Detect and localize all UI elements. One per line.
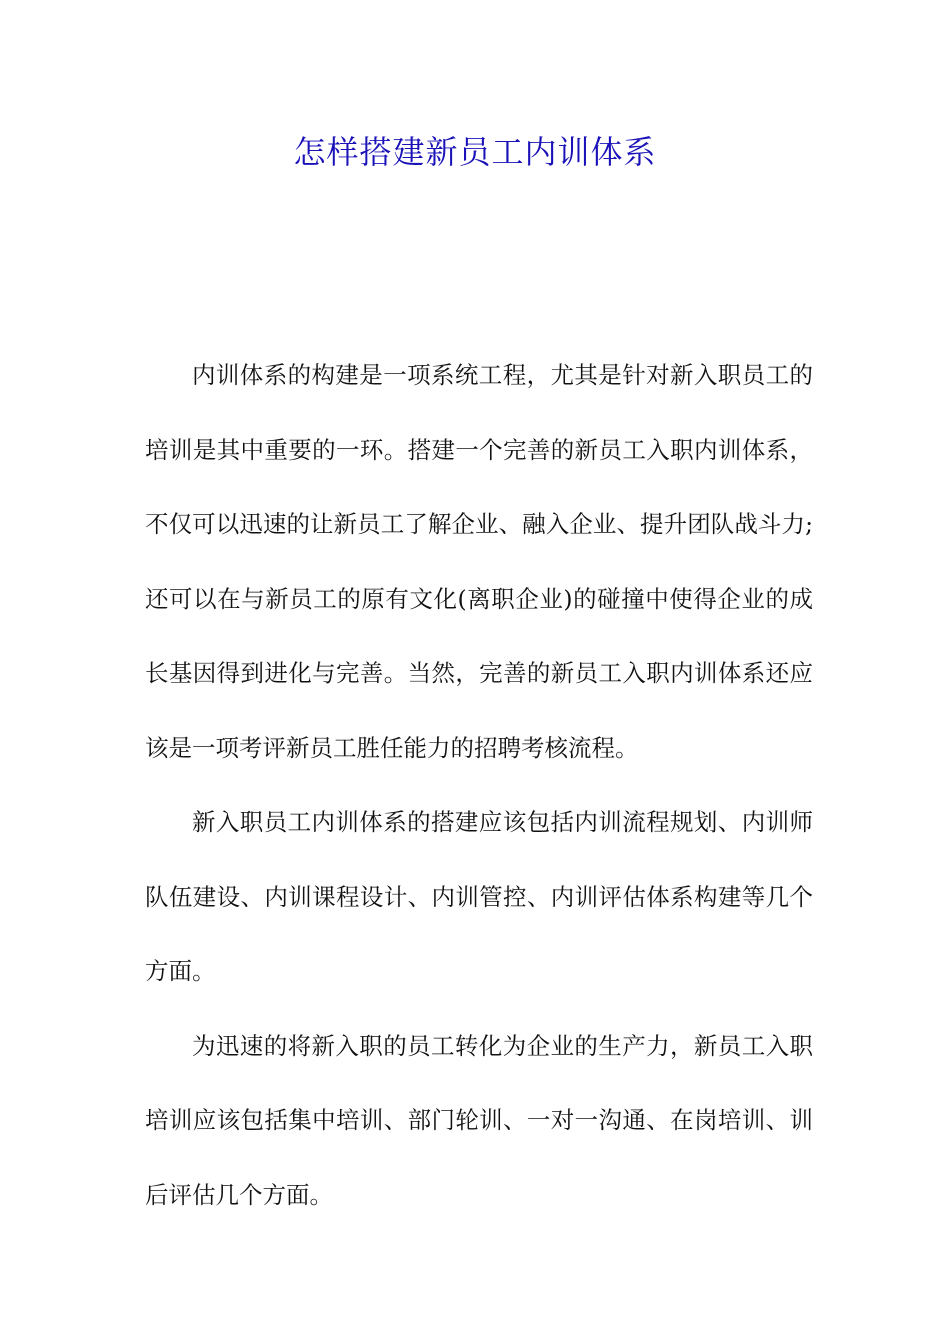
document-title: 怎样搭建新员工内训体系 xyxy=(293,133,657,171)
paragraph-1: 内训体系的构建是一项系统工程，尤其是针对新入职员工的培训是其中重要的一环。搭建一个完善的新员工入职内训体系，不仅可以迅速的让新员工了解企业、融入企业、提升团队战斗力;还可以在与新员工的原有文化(离职企业)的碰撞中使得企业的成长基因得到进化与完善。当然，完善的新员工入职内训体系还应该是一项考评新员工胜任能力的招聘考核流程。 xyxy=(145,361,813,762)
document-body xyxy=(145,338,813,1232)
paragraph-3: 为迅速的将新入职的员工转化为企业的生产力，新员工入职培训应该包括集中培训、部门轮训、一对一沟通、在岗培训、训后评估几个方面。 xyxy=(145,1031,813,1209)
paragraph-2: 新入职员工内训体系的搭建应该包括内训流程规划、内训师队伍建设、内训课程设计、内训管控、内训评估体系构建等几个方面。 xyxy=(145,808,813,985)
